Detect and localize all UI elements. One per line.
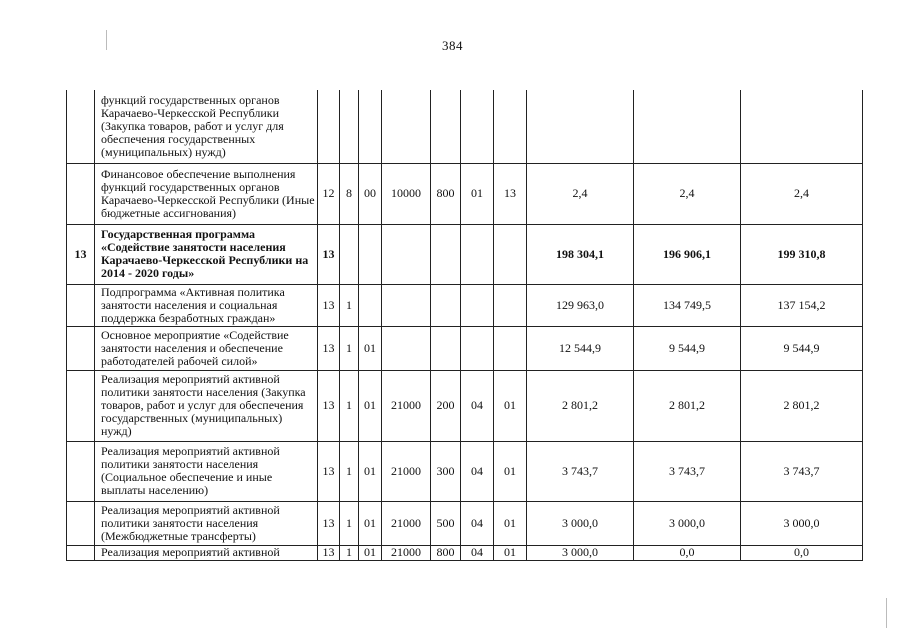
value-year-1: 3 743,7 xyxy=(527,441,634,501)
code-7: 01 xyxy=(494,545,527,560)
row-name: Реализация мероприятий активной политики занятости населения (Закупка товаров, работ и услуг для обеспечения государственных (муниципальных) нужд) xyxy=(95,370,318,441)
value-year-2: 196 906,1 xyxy=(634,224,741,284)
code-4: 21000 xyxy=(382,501,431,545)
code-2: 8 xyxy=(340,163,359,224)
row-index xyxy=(67,326,95,370)
scan-margin-mark xyxy=(106,30,107,50)
table-row xyxy=(67,224,863,284)
code-4 xyxy=(382,224,431,284)
code-7: 01 xyxy=(494,441,527,501)
row-name: Основное мероприятие «Содействие занятости населения и обеспечение работодателей рабочей силой» xyxy=(95,326,318,370)
value-year-3: 199 310,8 xyxy=(741,224,863,284)
value-year-3: 3 743,7 xyxy=(741,441,863,501)
code-7: 13 xyxy=(494,163,527,224)
value-year-1: 3 000,0 xyxy=(527,501,634,545)
scan-margin-mark xyxy=(886,598,887,628)
code-4: 10000 xyxy=(382,163,431,224)
code-5 xyxy=(431,326,461,370)
code-4 xyxy=(382,90,431,163)
code-3: 01 xyxy=(359,501,382,545)
code-3 xyxy=(359,224,382,284)
table-row xyxy=(67,284,863,326)
code-3: 01 xyxy=(359,326,382,370)
table-row xyxy=(67,326,863,370)
code-7 xyxy=(494,326,527,370)
code-5: 800 xyxy=(431,545,461,560)
code-5 xyxy=(431,90,461,163)
value-year-3: 9 544,9 xyxy=(741,326,863,370)
code-7: 01 xyxy=(494,501,527,545)
row-name: Подпрограмма «Активная политика занятости населения и социальная поддержка безработных граждан» xyxy=(95,284,318,326)
table-row xyxy=(67,441,863,501)
table-row xyxy=(67,370,863,441)
code-4: 21000 xyxy=(382,441,431,501)
code-1: 13 xyxy=(318,284,340,326)
row-index xyxy=(67,441,95,501)
code-5 xyxy=(431,224,461,284)
row-name: Реализация мероприятий активной политики занятости населения (Социальное обеспечение и иные выплаты населению) xyxy=(95,441,318,501)
code-6 xyxy=(461,224,494,284)
code-4 xyxy=(382,284,431,326)
code-1: 13 xyxy=(318,441,340,501)
table-body xyxy=(67,90,863,560)
value-year-1: 12 544,9 xyxy=(527,326,634,370)
code-2: 1 xyxy=(340,545,359,560)
value-year-1: 198 304,1 xyxy=(527,224,634,284)
code-6: 04 xyxy=(461,370,494,441)
code-3: 01 xyxy=(359,545,382,560)
value-year-3: 2 801,2 xyxy=(741,370,863,441)
row-name: Реализация мероприятий активной политики занятости населения (Межбюджетные трансферты) xyxy=(95,501,318,545)
row-index: 13 xyxy=(67,224,95,284)
code-1: 13 xyxy=(318,545,340,560)
value-year-1: 2 801,2 xyxy=(527,370,634,441)
code-1 xyxy=(318,90,340,163)
code-7 xyxy=(494,224,527,284)
code-4 xyxy=(382,326,431,370)
table-row xyxy=(67,501,863,545)
code-2 xyxy=(340,224,359,284)
code-6: 04 xyxy=(461,545,494,560)
value-year-2: 134 749,5 xyxy=(634,284,741,326)
value-year-3: 137 154,2 xyxy=(741,284,863,326)
value-year-1 xyxy=(527,90,634,163)
row-index xyxy=(67,370,95,441)
row-index xyxy=(67,284,95,326)
row-index xyxy=(67,545,95,560)
value-year-2 xyxy=(634,90,741,163)
row-name: Государственная программа «Содействие занятости населения Карачаево-Черкесской Республики на 2014 - 2020 годы» xyxy=(95,224,318,284)
code-5: 200 xyxy=(431,370,461,441)
code-3: 01 xyxy=(359,441,382,501)
code-5: 500 xyxy=(431,501,461,545)
code-7 xyxy=(494,284,527,326)
code-6 xyxy=(461,284,494,326)
value-year-2: 0,0 xyxy=(634,545,741,560)
code-6: 04 xyxy=(461,441,494,501)
value-year-1: 3 000,0 xyxy=(527,545,634,560)
code-1: 13 xyxy=(318,501,340,545)
code-1: 13 xyxy=(318,326,340,370)
row-index xyxy=(67,163,95,224)
value-year-2: 9 544,9 xyxy=(634,326,741,370)
row-name: функций государственных органов Карачаево-Черкесской Республики (Закупка товаров, работ и услуг для обеспечения государственных (муниципальных) нужд) xyxy=(95,90,318,163)
page-number: 384 xyxy=(442,38,463,53)
row-name: Реализация мероприятий активной xyxy=(95,545,318,560)
table-row xyxy=(67,163,863,224)
value-year-2: 3 743,7 xyxy=(634,441,741,501)
code-4: 21000 xyxy=(382,545,431,560)
code-5 xyxy=(431,284,461,326)
row-index xyxy=(67,90,95,163)
value-year-3 xyxy=(741,90,863,163)
code-1: 13 xyxy=(318,370,340,441)
table-row xyxy=(67,545,863,560)
budget-table xyxy=(66,90,863,561)
code-3 xyxy=(359,284,382,326)
code-6: 01 xyxy=(461,163,494,224)
code-3: 00 xyxy=(359,163,382,224)
value-year-3: 2,4 xyxy=(741,163,863,224)
code-1: 12 xyxy=(318,163,340,224)
value-year-2: 2 801,2 xyxy=(634,370,741,441)
code-5: 800 xyxy=(431,163,461,224)
value-year-1: 129 963,0 xyxy=(527,284,634,326)
value-year-1: 2,4 xyxy=(527,163,634,224)
code-2: 1 xyxy=(340,370,359,441)
value-year-3: 3 000,0 xyxy=(741,501,863,545)
code-7 xyxy=(494,90,527,163)
code-6 xyxy=(461,326,494,370)
code-5: 300 xyxy=(431,441,461,501)
code-7: 01 xyxy=(494,370,527,441)
code-1: 13 xyxy=(318,224,340,284)
code-2 xyxy=(340,90,359,163)
code-6 xyxy=(461,90,494,163)
code-2: 1 xyxy=(340,326,359,370)
value-year-3: 0,0 xyxy=(741,545,863,560)
code-6: 04 xyxy=(461,501,494,545)
row-index xyxy=(67,501,95,545)
value-year-2: 3 000,0 xyxy=(634,501,741,545)
code-4: 21000 xyxy=(382,370,431,441)
code-3: 01 xyxy=(359,370,382,441)
table-row xyxy=(67,90,863,163)
code-3 xyxy=(359,90,382,163)
code-2: 1 xyxy=(340,284,359,326)
value-year-2: 2,4 xyxy=(634,163,741,224)
code-2: 1 xyxy=(340,501,359,545)
row-name: Финансовое обеспечение выполнения функций государственных органов Карачаево-Черкесской Республики (Иные бюджетные ассигнования) xyxy=(95,163,318,224)
code-2: 1 xyxy=(340,441,359,501)
